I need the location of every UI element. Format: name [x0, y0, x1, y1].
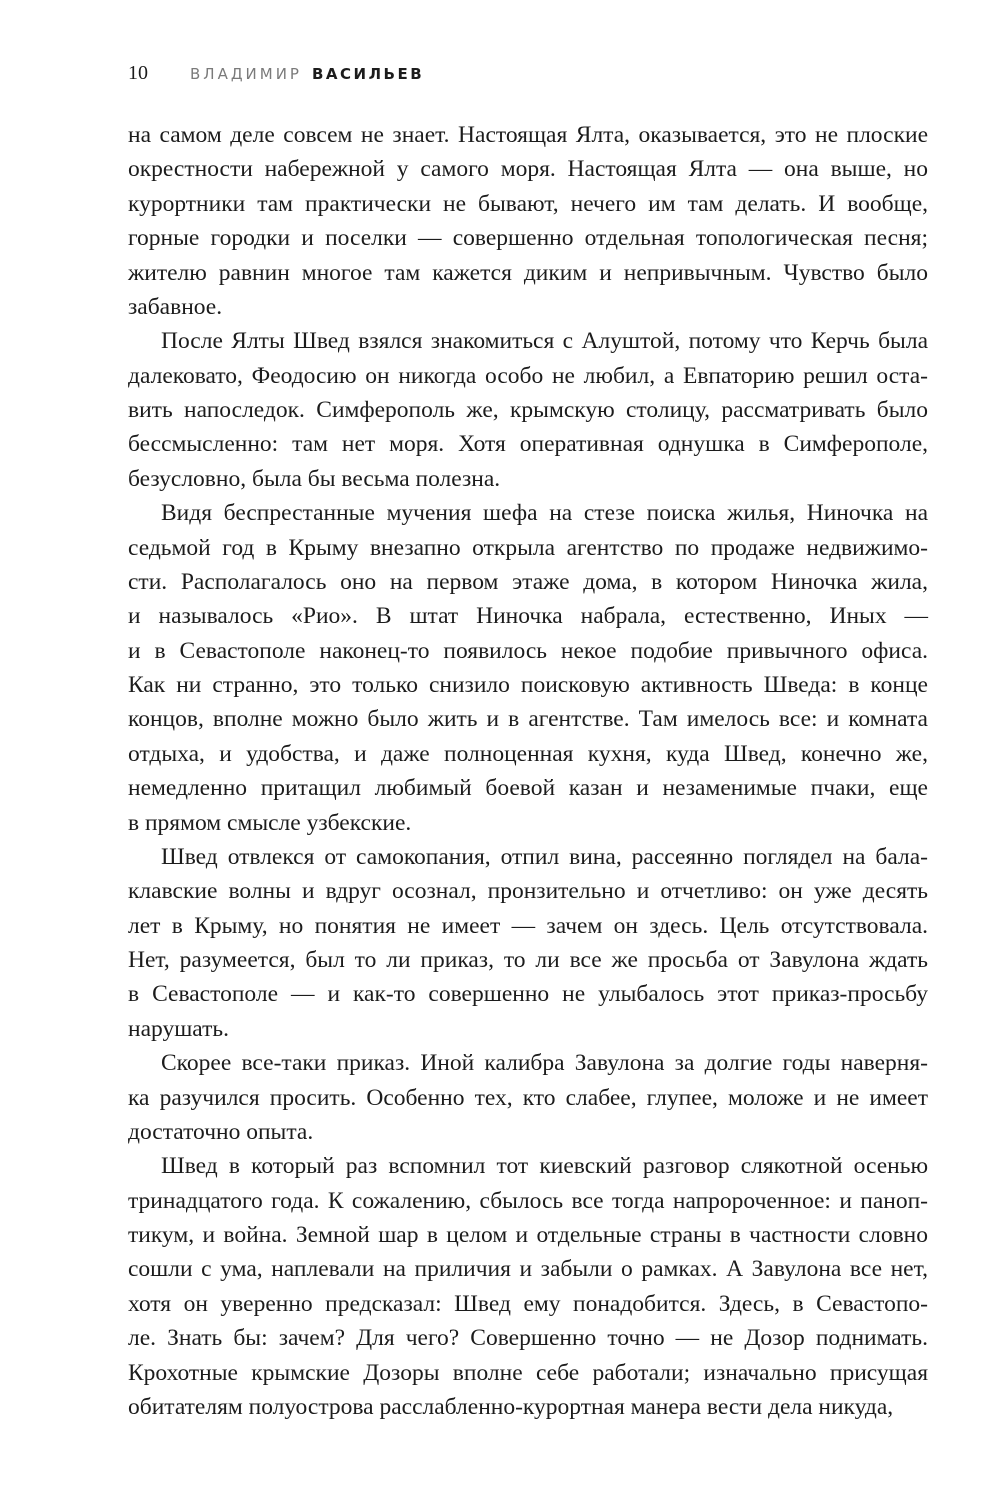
text-line: и в Севастополе наконец-то появилось некое подобие привычного офиса.	[128, 637, 928, 664]
text-line: на самом деле совсем не знает. Настоящая Ялта, оказывается, это не плоские	[128, 122, 928, 148]
text-line: и называлось «Рио». В штат Ниночка набрала, естественно, Иных —	[128, 603, 928, 630]
text-line: тикум, и война. Земной шар в целом и отдельные страны в частности словно	[128, 1222, 928, 1248]
text-line: седьмой год в Крыму внезапно открыла агентство по продаже недвижимо-	[128, 534, 928, 561]
text-line: концов, вполне можно было жить и в агентстве. Там имелось все: и комната	[128, 706, 928, 733]
text-line: окрестности набережной у самого моря. Настоящая Ялта — она выше, но	[128, 156, 928, 183]
text-line: сошли с ума, наплевали на приличия и забыли о рамках. А Завулона все нет,	[128, 1256, 928, 1283]
text-line: горные городки и поселки — совершенно отдельная топологическая песня;	[128, 225, 928, 252]
body-text	[128, 118, 928, 1424]
text-line: нарушать.	[128, 1015, 229, 1042]
text-line: курортники там практически не бывают, нечего им там делать. И вообще,	[128, 190, 928, 217]
text-line: достаточно опыта.	[128, 1118, 314, 1145]
text-line: Как ни странно, это только снизило поисковую активность Шведа: в конце	[128, 672, 928, 698]
text-line: безусловно, была бы весьма полезна.	[128, 465, 501, 492]
text-line: сти. Располагалось оно на первом этаже дома, в котором Ниночка жила,	[128, 568, 928, 595]
text-line: лет в Крыму, но понятия не имеет — зачем он здесь. Цель отсутствовала.	[128, 912, 928, 939]
text-line: бессмысленно: там нет моря. Хотя оперативная однушка в Симферополе,	[128, 431, 928, 458]
text-line: Нет, разумеется, был то ли приказ, то ли все же просьба от Завулона ждать	[128, 947, 928, 973]
text-line: ка разучился просить. Особенно тех, кто слабее, глупее, моложе и не имеет	[128, 1084, 928, 1111]
paragraph	[128, 1149, 928, 1424]
text-line: вить напоследок. Симферополь же, крымскую столицу, рассматривать было	[128, 397, 928, 423]
text-line: хотя он уверенно предсказал: Швед ему понадобится. Здесь, в Севастопо-	[128, 1290, 928, 1317]
text-line: в Севастополе — и как-то совершенно не улыбалось этот приказ-просьбу	[128, 981, 928, 1008]
text-line: После Ялты Швед взялся знакомиться с Алуштой, потому что Керчь была	[161, 328, 928, 355]
paragraph	[128, 1046, 928, 1149]
text-line: в прямом смысле узбекские.	[128, 809, 412, 836]
author-first-name: ВЛАДИМИР	[190, 65, 302, 83]
text-line: Крохотные крымские Дозоры вполне себе работали; изначально присущая	[128, 1359, 928, 1386]
paragraph	[128, 118, 928, 324]
text-line: немедленно притащил любимый боевой казан и незаменимые пчаки, еще	[128, 775, 928, 802]
paragraph	[128, 496, 928, 840]
text-line: Швед в который раз вспомнил тот киевский разговор слякотной осенью	[161, 1153, 928, 1180]
paragraph	[128, 324, 928, 496]
text-line: Скорее все-таки приказ. Иной калибра Завулона за долгие годы наверня-	[161, 1050, 928, 1077]
text-line: ле. Знать бы: зачем? Для чего? Совершенно точно — не Дозор поднимать.	[128, 1325, 928, 1352]
text-line: жителю равнин многое там кажется диким и непривычным. Чувство было	[128, 259, 928, 286]
author-last-name: ВАСИЛЬЕВ	[311, 65, 425, 83]
text-line: забавное.	[128, 293, 223, 320]
page-number: 10	[128, 62, 148, 84]
running-header	[128, 62, 424, 92]
text-line: Видя беспрестанные мучения шефа на стезе поиска жилья, Ниночка на	[161, 500, 928, 527]
paragraph	[128, 840, 928, 1046]
text-line: обитателям полуострова расслабленно-курортная манера вести дела никуда,	[128, 1393, 894, 1420]
text-line: Швед отвлекся от самокопания, отпил вина, рассеянно поглядел на бала-	[161, 843, 928, 870]
text-line: клавские волны и вдруг осознал, пронзительно и отчетливо: он уже десять	[128, 878, 928, 905]
text-line: тринадцатого года. К сожалению, сбылось все тогда напророченное: и паноп-	[128, 1187, 928, 1214]
text-line: отдыха, и удобства, и даже полноценная кухня, куда Швед, конечно же,	[128, 740, 928, 767]
text-line: далековато, Феодосию он никогда особо не любил, а Евпаторию решил оста-	[128, 362, 928, 389]
